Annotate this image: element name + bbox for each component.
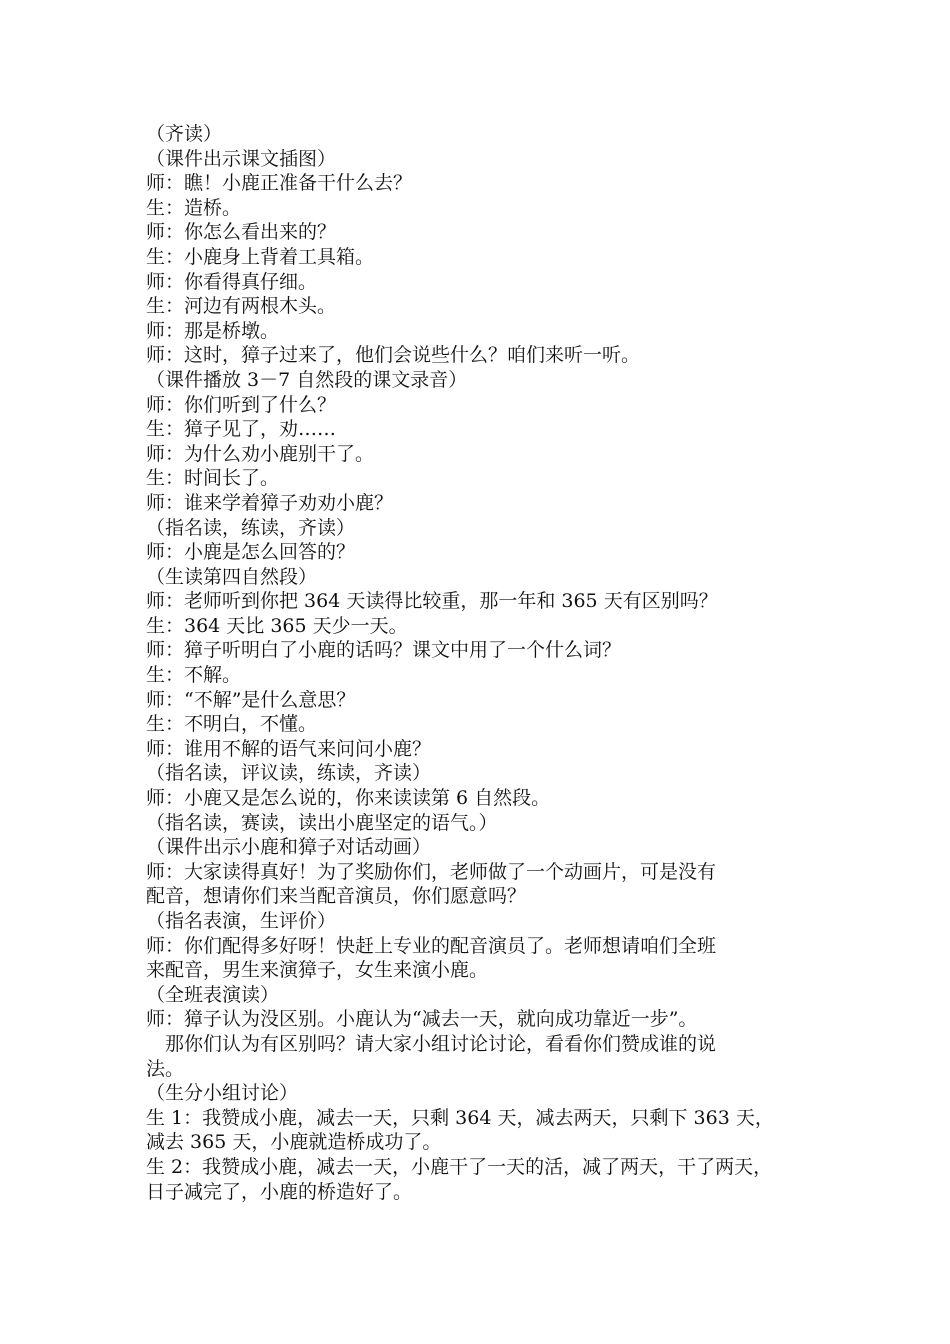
text-line: 生 2：我赞成小鹿，减去一天，小鹿干了一天的活，减了两天，干了两天， bbox=[146, 1155, 773, 1178]
text-line: 师：你们配得多好呀！快赶上专业的配音演员了。老师想请咱们全班 bbox=[146, 934, 717, 957]
text-line: （生分小组讨论） bbox=[146, 1082, 299, 1105]
text-line: 生：时间长了。 bbox=[146, 467, 280, 490]
text-line: 生：獐子见了，劝…… bbox=[146, 418, 337, 441]
text-line: （生读第四自然段） bbox=[146, 565, 318, 588]
text-line: 配音，想请你们来当配音演员，你们愿意吗？ bbox=[146, 885, 527, 908]
text-line: 生：364 天比 365 天少一天。 bbox=[146, 614, 408, 637]
text-line: 师：瞧！小鹿正准备干什么去？ bbox=[146, 172, 413, 195]
text-line: 师：你们听到了什么？ bbox=[146, 393, 337, 416]
text-line: 生：不明白，不懂。 bbox=[146, 713, 318, 736]
text-line: 法。 bbox=[146, 1057, 185, 1080]
text-line: （全班表演读） bbox=[146, 983, 280, 1006]
text-line: （齐读） bbox=[146, 123, 223, 145]
text-line: 师：谁用不解的语气来问问小鹿？ bbox=[146, 737, 432, 760]
text-line: 师：谁来学着獐子劝劝小鹿？ bbox=[146, 491, 394, 514]
text-line: （课件出示小鹿和獐子对话动画） bbox=[146, 836, 432, 859]
text-line: 日子减完了，小鹿的桥造好了。 bbox=[146, 1180, 413, 1203]
text-line: 师：这时，獐子过来了，他们会说些什么？咱们来听一听。 bbox=[146, 344, 641, 367]
text-line: （课件播放 3－7 自然段的课文录音） bbox=[146, 368, 468, 391]
text-line: 生：小鹿身上背着工具箱。 bbox=[146, 245, 375, 268]
text-line: 师：你怎么看出来的？ bbox=[146, 221, 337, 244]
text-line: （指名读，练读，齐读） bbox=[146, 516, 356, 539]
text-line: （指名读，评议读，练读，齐读） bbox=[146, 762, 432, 785]
text-line: 师：小鹿是怎么回答的？ bbox=[146, 541, 356, 564]
text-line: 师：为什么劝小鹿别干了。 bbox=[146, 442, 375, 465]
text-line: 师：“不解”是什么意思？ bbox=[146, 688, 356, 711]
text-line: （指名表演，生评价） bbox=[146, 910, 337, 932]
text-line: 生：河边有两根木头。 bbox=[146, 295, 337, 318]
text-line: 师：那是桥墩。 bbox=[146, 319, 280, 342]
text-line: 师：獐子听明白了小鹿的话吗？课文中用了一个什么词？ bbox=[146, 639, 622, 662]
text-line: 生：造桥。 bbox=[146, 196, 242, 219]
text-line: 那你们认为有区别吗？请大家小组讨论讨论，看看你们赞成谁的说 bbox=[165, 1032, 717, 1055]
document-page bbox=[146, 122, 826, 1204]
text-line: 师：老师听到你把 364 天读得比较重，那一年和 365 天有区别吗？ bbox=[146, 590, 718, 613]
text-line: 师：你看得真仔细。 bbox=[146, 270, 318, 293]
text-line: 师：獐子认为没区别。小鹿认为“减去一天，就向成功靠近一步”。 bbox=[146, 1008, 698, 1031]
text-line: 生 1：我赞成小鹿，减去一天，只剩 364 天，减去两天，只剩下 363 天， bbox=[146, 1106, 774, 1129]
text-line: 减去 365 天，小鹿就造桥成功了。 bbox=[146, 1131, 442, 1154]
text-line: 来配音，男生来演獐子，女生来演小鹿。 bbox=[146, 959, 489, 982]
text-line: 生：不解。 bbox=[146, 664, 242, 687]
text-line: 师：大家读得真好！为了奖励你们，老师做了一个动画片，可是没有 bbox=[146, 860, 717, 883]
text-line: （指名读，赛读，读出小鹿坚定的语气。） bbox=[146, 811, 498, 834]
text-line: （课件出示课文插图） bbox=[146, 147, 337, 170]
text-line: 师：小鹿又是怎么说的，你来读读第 6 自然段。 bbox=[146, 787, 551, 810]
